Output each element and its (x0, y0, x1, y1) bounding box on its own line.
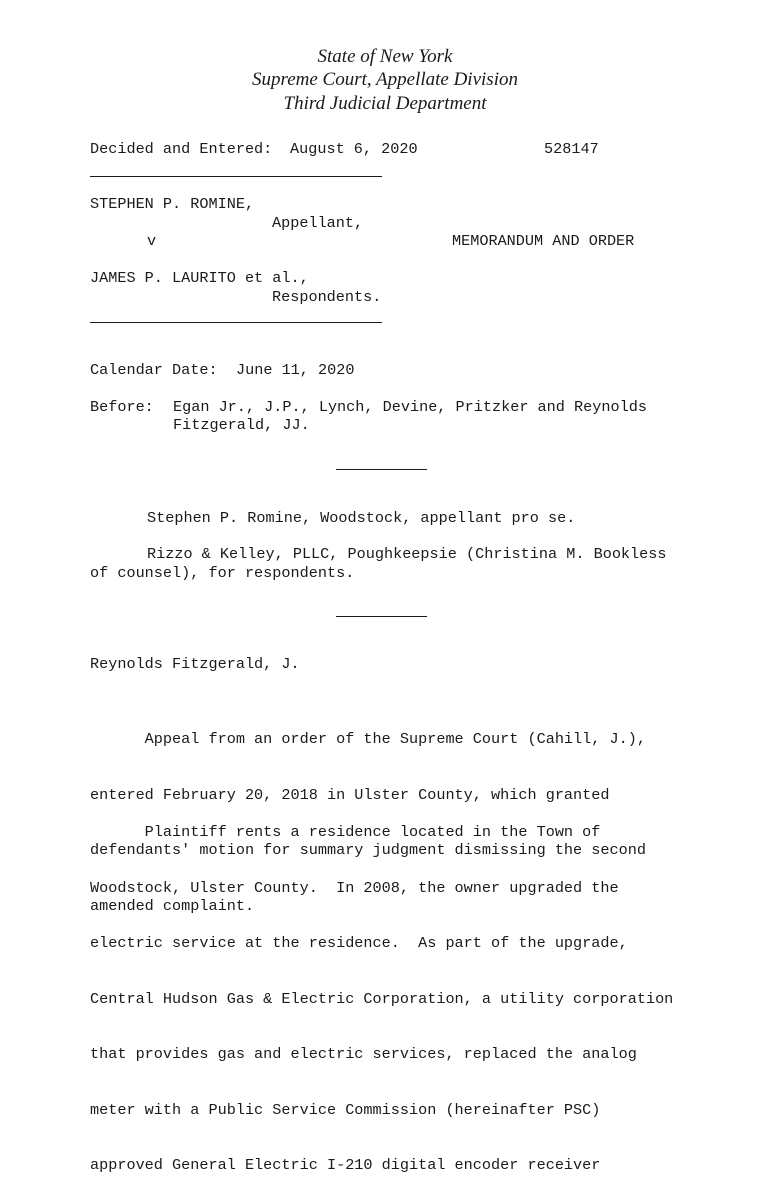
respondent-name: JAMES P. LAURITO et al., (90, 269, 309, 287)
court-state: State of New York (317, 46, 453, 67)
paragraph-line: Appeal from an order of the Supreme Court (Cahill, J.), (90, 730, 646, 748)
calendar-label: Calendar Date: (90, 361, 218, 379)
before-label: Before: (90, 398, 154, 416)
docket-number: 528147 (544, 140, 599, 158)
respondents-counsel-line1: Rizzo & Kelley, PLLC, Poughkeepsie (Christina M. Bookless (147, 545, 667, 563)
paragraph-line: that provides gas and electric services, replaced the analog (90, 1045, 637, 1063)
respondents-counsel-line2: of counsel), for respondents. (90, 564, 355, 582)
paragraph-line: amended complaint. (90, 896, 255, 915)
court-department: Third Judicial Department (283, 93, 487, 114)
court-name: Supreme Court, Appellate Division (252, 69, 518, 90)
before-judges-line2: Fitzgerald, JJ. (173, 416, 310, 434)
paragraph-line: Woodstock, Ulster County. In 2008, the owner upgraded the (90, 878, 619, 897)
section-divider (336, 616, 427, 617)
appellant-role: Appellant, (272, 214, 364, 232)
paragraph-line: entered February 20, 2018 in Ulster County, which granted (90, 785, 610, 804)
opinion-author: Reynolds Fitzgerald, J. (90, 655, 300, 673)
decided-label: Decided and Entered: (90, 140, 273, 158)
respondent-role: Respondents. (272, 288, 382, 306)
paragraph-line: defendants' motion for summary judgment dismissing the second (90, 841, 646, 859)
calendar-date: June 11, 2020 (236, 361, 355, 379)
appellant-counsel: Stephen P. Romine, Woodstock, appellant pro se. (147, 509, 576, 527)
versus: v (147, 232, 157, 250)
section-divider (336, 469, 427, 470)
appellant-name: STEPHEN P. ROMINE, (90, 195, 255, 213)
paragraph-line: Central Hudson Gas & Electric Corporation, a utility corporation (90, 989, 674, 1008)
paragraph-line: electric service at the residence. As part of the upgrade, (90, 934, 628, 952)
caption-top-rule (90, 176, 382, 177)
decided-date: August 6, 2020 (290, 140, 418, 158)
paragraph-line: Plaintiff rents a residence located in the Town of (90, 823, 601, 841)
paragraph-line: approved General Electric I-210 digital encoder receiver (90, 1156, 601, 1174)
opinion-paragraph-2 (90, 786, 690, 1193)
before-judges-line1: Egan Jr., J.P., Lynch, Devine, Pritzker and Reynolds (173, 398, 647, 416)
paragraph-line: meter with a Public Service Commission (hereinafter PSC) (90, 1100, 601, 1119)
document-type: MEMORANDUM AND ORDER (452, 232, 635, 250)
caption-bottom-rule (90, 322, 382, 323)
